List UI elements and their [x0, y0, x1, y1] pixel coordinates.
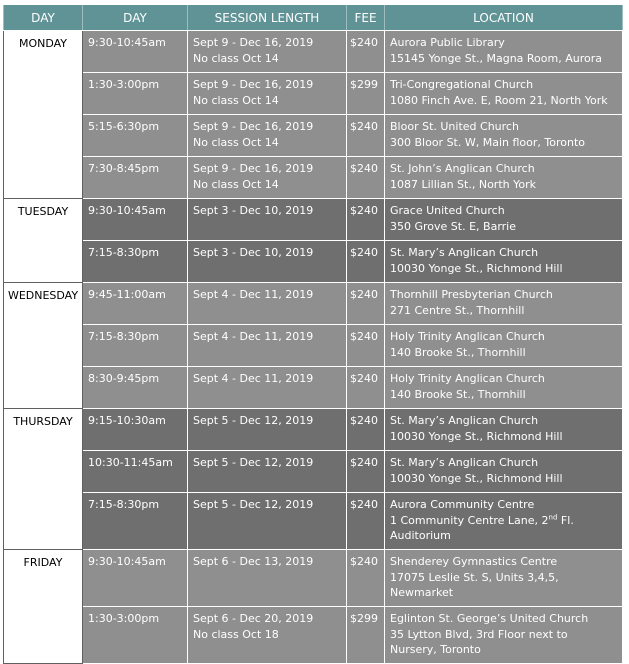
session-length: Sept 5 - Dec 12, 2019 [188, 409, 347, 451]
session-time: 9:45-11:00am [83, 283, 188, 325]
session-fee: $240 [347, 199, 385, 241]
session-location: Bloor St. United Church 300 Bloor St. W, Main floor, Toronto [385, 115, 623, 157]
session-row [4, 493, 623, 550]
day-label-tuesday: TUESDAY [4, 199, 83, 283]
day-label-monday: MONDAY [4, 31, 83, 199]
session-time: 1:30-3:00pm [83, 607, 188, 664]
session-fee: $240 [347, 550, 385, 607]
session-length: Sept 3 - Dec 10, 2019 [188, 199, 347, 241]
session-row [4, 115, 623, 157]
session-length: Sept 6 - Dec 20, 2019 No class Oct 18 [188, 607, 347, 664]
session-time: 9:30-10:45am [83, 31, 188, 73]
session-row [4, 550, 623, 607]
session-location: St. Mary’s Anglican Church 10030 Yonge St., Richmond Hill [385, 409, 623, 451]
session-row [4, 451, 623, 493]
session-fee: $240 [347, 283, 385, 325]
session-fee: $240 [347, 409, 385, 451]
day-label-friday: FRIDAY [4, 550, 83, 664]
session-location: Shenderey Gymnastics Centre 17075 Leslie St. S, Units 3,4,5, Newmarket [385, 550, 623, 607]
session-fee: $299 [347, 607, 385, 664]
session-row [4, 325, 623, 367]
session-fee: $240 [347, 115, 385, 157]
session-length: Sept 5 - Dec 12, 2019 [188, 451, 347, 493]
session-fee: $240 [347, 367, 385, 409]
session-row [4, 367, 623, 409]
session-time: 9:15-10:30am [83, 409, 188, 451]
session-location: Eglinton St. George’s United Church 35 Lytton Blvd, 3rd Floor next to Nursery, Toronto [385, 607, 623, 664]
session-time: 1:30-3:00pm [83, 73, 188, 115]
session-time: 7:15-8:30pm [83, 325, 188, 367]
session-fee: $240 [347, 451, 385, 493]
session-time: 5:15-6:30pm [83, 115, 188, 157]
session-time: 7:15-8:30pm [83, 493, 188, 550]
session-time: 10:30-11:45am [83, 451, 188, 493]
session-time: 9:30-10:45am [83, 550, 188, 607]
session-time: 9:30-10:45am [83, 199, 188, 241]
session-length: Sept 4 - Dec 11, 2019 [188, 367, 347, 409]
session-length: Sept 4 - Dec 11, 2019 [188, 325, 347, 367]
session-location: Holy Trinity Anglican Church 140 Brooke St., Thornhill [385, 367, 623, 409]
session-time: 7:15-8:30pm [83, 241, 188, 283]
session-length: Sept 9 - Dec 16, 2019 No class Oct 14 [188, 31, 347, 73]
header-time: DAY [83, 5, 188, 31]
session-row [4, 283, 623, 325]
session-location: Tri-Congregational Church 1080 Finch Ave. E, Room 21, North York [385, 73, 623, 115]
session-location: Thornhill Presbyterian Church 271 Centre St., Thornhill [385, 283, 623, 325]
session-row [4, 31, 623, 73]
session-location: St. Mary’s Anglican Church 10030 Yonge St., Richmond Hill [385, 451, 623, 493]
session-row [4, 409, 623, 451]
session-fee: $240 [347, 493, 385, 550]
session-time: 7:30-8:45pm [83, 157, 188, 199]
session-time: 8:30-9:45pm [83, 367, 188, 409]
session-fee: $240 [347, 31, 385, 73]
session-length: Sept 3 - Dec 10, 2019 [188, 241, 347, 283]
session-fee: $299 [347, 73, 385, 115]
day-label-wednesday: WEDNESDAY [4, 283, 83, 409]
header-fee: FEE [347, 5, 385, 31]
session-location: Holy Trinity Anglican Church 140 Brooke St., Thornhill [385, 325, 623, 367]
session-row [4, 157, 623, 199]
header-location: LOCATION [385, 5, 623, 31]
day-label-thursday: THURSDAY [4, 409, 83, 550]
session-length: Sept 9 - Dec 16, 2019 No class Oct 14 [188, 157, 347, 199]
session-location: St. Mary’s Anglican Church 10030 Yonge St., Richmond Hill [385, 241, 623, 283]
session-length: Sept 5 - Dec 12, 2019 [188, 493, 347, 550]
session-location: Grace United Church 350 Grove St. E, Barrie [385, 199, 623, 241]
header-row [4, 5, 623, 31]
session-fee: $240 [347, 325, 385, 367]
session-length: Sept 9 - Dec 16, 2019 No class Oct 14 [188, 115, 347, 157]
session-row [4, 241, 623, 283]
session-length: Sept 6 - Dec 13, 2019 [188, 550, 347, 607]
session-length: Sept 4 - Dec 11, 2019 [188, 283, 347, 325]
session-row [4, 607, 623, 664]
session-length: Sept 9 - Dec 16, 2019 No class Oct 14 [188, 73, 347, 115]
session-fee: $240 [347, 157, 385, 199]
session-location: Aurora Community Centre 1 Community Centre Lane, 2nd Fl. Auditorium [385, 493, 623, 550]
header-day: DAY [4, 5, 83, 31]
session-location: St. John’s Anglican Church 1087 Lillian St., North York [385, 157, 623, 199]
schedule-table [3, 5, 623, 664]
session-row [4, 73, 623, 115]
header-session-length: SESSION LENGTH [188, 5, 347, 31]
session-location: Aurora Public Library 15145 Yonge St., Magna Room, Aurora [385, 31, 623, 73]
session-row [4, 199, 623, 241]
session-fee: $240 [347, 241, 385, 283]
